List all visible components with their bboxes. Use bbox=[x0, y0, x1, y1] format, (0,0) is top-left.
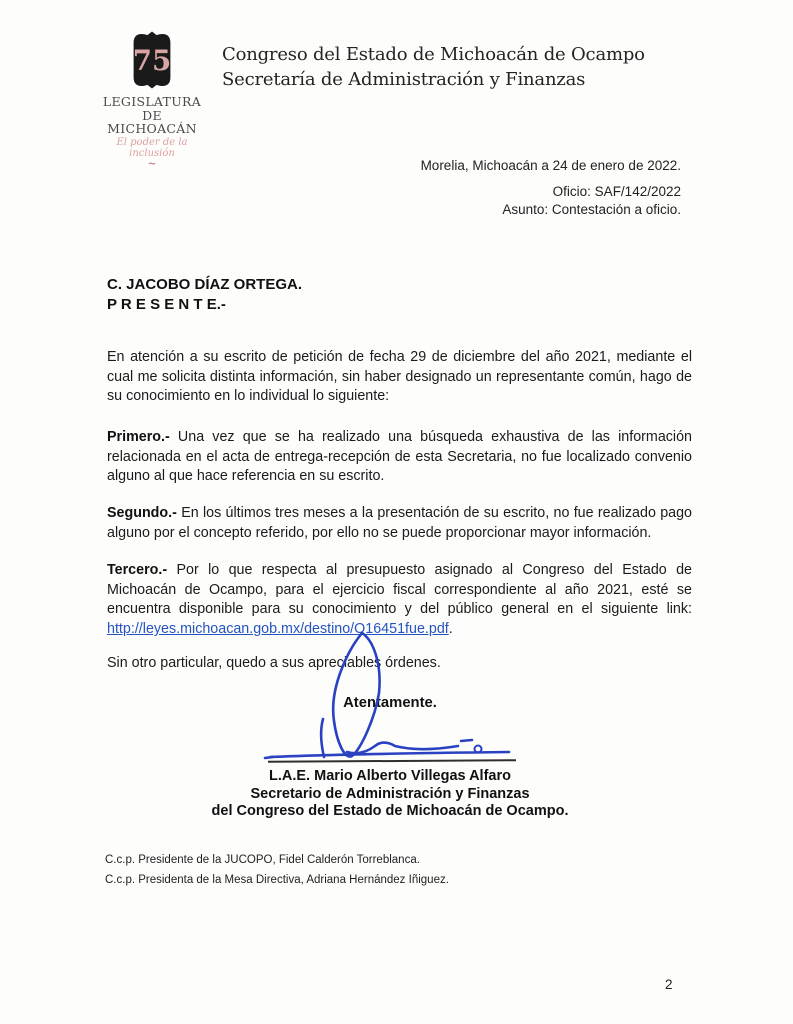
signature-ink bbox=[255, 618, 525, 768]
legislature-logo bbox=[100, 30, 204, 169]
paragraph-tercero bbox=[107, 561, 692, 640]
paragraph-intro: En atención a su escrito de petición de fecha 29 de diciembre del año 2021, mediante el cual me solicita distinta información, sin haber designado un representante común, hago de su conocimiento en lo individual lo siguiente: bbox=[107, 349, 692, 405]
paragraph-segundo-text: En los últimos tres meses a la presentación de su escrito, no fue realizado pago alguno por el concepto referido, por ello no se puede proporcionar mayor información. bbox=[107, 505, 692, 541]
signer-title2: del Congreso del Estado de Michoacán de Ocampo. bbox=[211, 803, 569, 819]
paragraph-primero-text: Una vez que se ha realizado una búsqueda exhaustiva de las información relacionada en el acta de entrega-recepción de esta Secretaria, no fue localizado convenio alguno al que hace referencia en su escrito. bbox=[107, 429, 692, 485]
oficio-number: Oficio: SAF/142/2022 bbox=[552, 184, 681, 199]
asunto-line: Asunto: Contestación a oficio. bbox=[502, 201, 681, 217]
paragraph-closing: Sin otro particular, quedo a sus apreciables órdenes. bbox=[107, 655, 441, 671]
signature-line bbox=[268, 759, 516, 763]
logo-badge-icon bbox=[129, 30, 175, 90]
recipient-name: C. JACOBO DÍAZ ORTEGA. bbox=[107, 276, 303, 293]
salutation: Atentamente. bbox=[343, 695, 437, 711]
recipient-block bbox=[107, 275, 302, 315]
logo-text-line1: LEGISLATURA bbox=[102, 94, 202, 109]
paragraph-segundo-lead: Segundo.- bbox=[107, 505, 177, 521]
paragraph-primero bbox=[107, 428, 692, 487]
logo-tilde-icon: ~ bbox=[148, 155, 156, 171]
signer-title1: Secretario de Administración y Finanzas bbox=[250, 785, 530, 802]
paragraph-tercero-text: Por lo que respecta al presupuesto asignado al Congreso del Estado de Michoacán de Ocampo, para el ejercicio fiscal correspondiente al año 2021, esté se encuentra disponible para su conocimiento y del público general en el siguiente link: bbox=[107, 562, 692, 618]
logo-badge-number: 75 bbox=[132, 44, 172, 78]
paragraph-primero-lead: Primero.- bbox=[107, 429, 170, 445]
signer-name: L.A.E. Mario Alberto Villegas Alfaro bbox=[269, 768, 511, 784]
letter-meta bbox=[421, 158, 681, 218]
logo-tagline: El poder de la inclusión bbox=[116, 136, 188, 159]
cc-line: C.c.p. Presidente de la JUCOPO, Fidel Calderón Torreblanca. bbox=[105, 854, 420, 866]
page-number: 2 bbox=[665, 977, 673, 992]
letterhead-line2: Secretaría de Administración y Finanzas bbox=[222, 69, 586, 90]
dateline: Morelia, Michoacán a 24 de enero de 2022. bbox=[420, 158, 681, 173]
signer-block bbox=[95, 768, 685, 821]
letterhead-title bbox=[222, 42, 645, 92]
letterhead-line1: Congreso del Estado de Michoacán de Ocampo bbox=[222, 44, 645, 65]
paragraph-tercero-suffix: . bbox=[448, 621, 453, 638]
recipient-presente: P R E S E N T E.- bbox=[107, 296, 226, 313]
cc-line: C.c.p. Presidenta de la Mesa Directiva, Adriana Hernández Iñiguez. bbox=[105, 874, 449, 886]
paragraph-segundo bbox=[107, 504, 692, 543]
paragraph-tercero-lead: Tercero.- bbox=[107, 562, 168, 578]
budget-pdf-link[interactable]: http://leyes.michoacan.gob.mx/destino/O16451fue.pdf bbox=[107, 621, 449, 638]
cc-block bbox=[105, 853, 449, 893]
logo-text-line2: DE MICHOACÁN bbox=[107, 107, 197, 136]
